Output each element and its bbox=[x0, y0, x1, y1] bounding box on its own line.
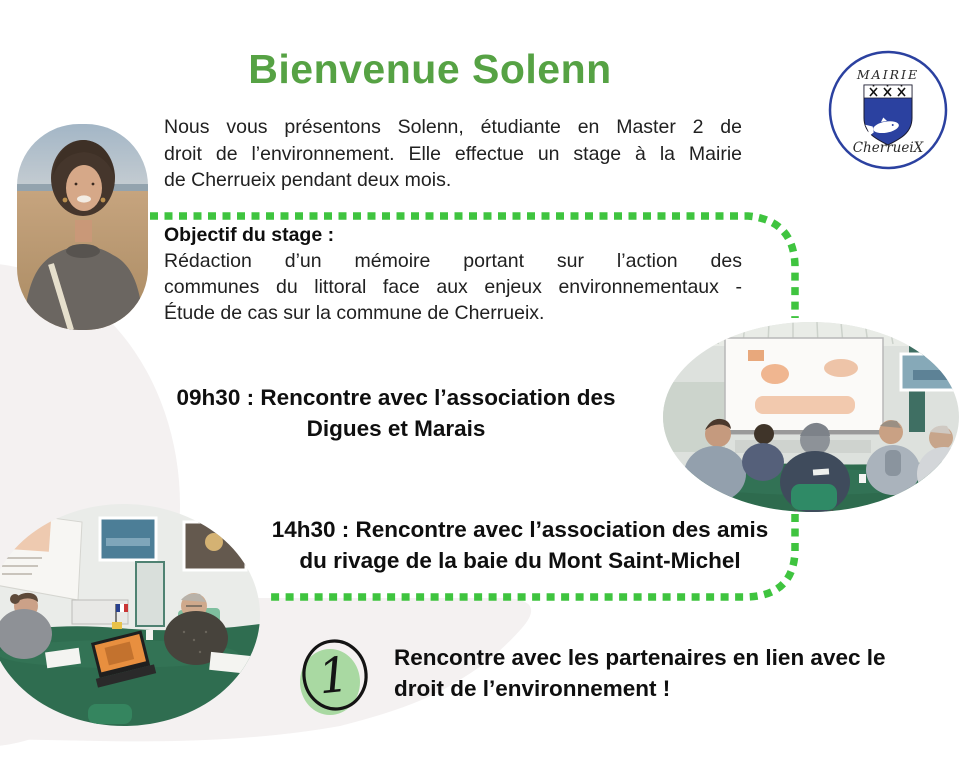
objective-line: Rédaction d’un mémoire portant sur l’action des bbox=[164, 250, 742, 272]
meeting-2-illustration bbox=[0, 504, 260, 726]
mairie-logo bbox=[826, 48, 950, 172]
green-chair bbox=[791, 484, 837, 512]
chair-front bbox=[88, 704, 132, 724]
schedule-line: 14h30 : Rencontre avec l’association des amis bbox=[271, 517, 769, 542]
objective-line: communes du littoral face aux enjeux environnementaux - bbox=[164, 276, 742, 298]
mairie-logo-svg bbox=[826, 48, 950, 172]
papers bbox=[813, 468, 829, 475]
schedule-line: 09h30 : Rencontre avec l’association des bbox=[176, 385, 616, 410]
intro-line: droit de l’environnement. Elle effectue un stage à la Mairie bbox=[164, 142, 742, 165]
schedule-item-1430 bbox=[238, 514, 802, 576]
meeting-1-illustration bbox=[663, 322, 959, 512]
portrait-photo bbox=[17, 124, 148, 330]
page-title: Bienvenue Solenn bbox=[248, 46, 612, 92]
objective-line: Étude de cas sur la commune de Cherrueix. bbox=[164, 302, 545, 324]
cup bbox=[146, 630, 153, 640]
neckline bbox=[66, 244, 100, 258]
projector-screen bbox=[725, 338, 883, 434]
earring bbox=[101, 198, 106, 203]
objective-heading: Objectif du stage : bbox=[164, 224, 335, 246]
highlight-line: droit de l’environnement ! bbox=[394, 676, 671, 701]
meeting-photo-1 bbox=[663, 322, 959, 512]
intro-line: Nous vous présentons Solenn, étudiante en Master 2 de bbox=[164, 116, 742, 138]
intro-line: de Cherrueix pendant deux mois. bbox=[164, 169, 452, 191]
highlight-block bbox=[394, 642, 914, 704]
smile bbox=[77, 195, 91, 202]
schedule-line: du rivage de la baie du Mont Saint-Michel bbox=[299, 548, 741, 573]
door bbox=[136, 562, 164, 626]
earring bbox=[63, 198, 68, 203]
meeting-photo-2 bbox=[0, 504, 260, 726]
neck bbox=[75, 220, 92, 242]
objective-block bbox=[164, 222, 742, 326]
schedule-line: Digues et Marais bbox=[306, 416, 486, 441]
face bbox=[66, 165, 102, 211]
intro-paragraph bbox=[164, 114, 742, 194]
logo-text-bottom: CherrueiX bbox=[852, 140, 924, 156]
cup bbox=[859, 474, 866, 483]
number-badge-svg bbox=[296, 634, 374, 720]
badge-number: 1 bbox=[315, 646, 352, 706]
number-badge bbox=[296, 634, 374, 720]
highlight-line: Rencontre avec les partenaires en lien avec le bbox=[394, 645, 886, 670]
schedule-item-0930 bbox=[140, 382, 652, 444]
portrait-illustration bbox=[17, 124, 148, 330]
logo-text-top: MAIRIE bbox=[856, 67, 920, 82]
